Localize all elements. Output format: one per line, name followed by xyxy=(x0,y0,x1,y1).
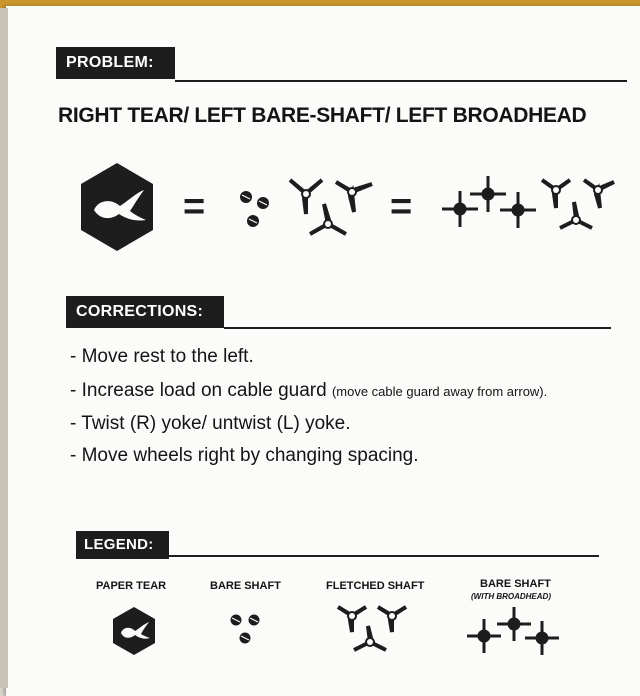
correction-item-1: - Move rest to the left. xyxy=(70,346,254,367)
legend-fletched-shaft-icon xyxy=(334,602,412,658)
legend-rule xyxy=(169,555,599,557)
paper-tear-icon xyxy=(78,160,156,254)
fletched-shaft-icon-2 xyxy=(538,174,618,236)
problem-title: RIGHT TEAR/ LEFT BARE-SHAFT/ LEFT BROADHEAD xyxy=(58,104,587,127)
correction-item-2: - Increase load on cable guard (move cable guard away from arrow). xyxy=(70,380,548,401)
legend-label-paper-tear: PAPER TEAR xyxy=(96,580,167,592)
correction-note: (move cable guard away from arrow). xyxy=(331,384,548,399)
legend-label-bare-shaft: BARE SHAFT xyxy=(210,580,281,592)
legend-label-fletched-shaft: FLETCHED SHAFT xyxy=(326,580,425,592)
legend-paper-tear-icon xyxy=(111,606,157,656)
fletched-shaft-icon xyxy=(286,174,378,242)
corrections-header: CORRECTIONS: xyxy=(66,296,224,328)
corrections-rule xyxy=(224,327,611,329)
broadhead-icon xyxy=(440,174,540,236)
problem-rule xyxy=(175,80,627,82)
equals-sign-2: = xyxy=(390,186,413,228)
legend-header: LEGEND: xyxy=(76,531,169,559)
legend-bare-shaft-icon xyxy=(228,610,264,650)
legend-broadhead-icon xyxy=(464,606,562,662)
legend-label-broadhead: BARE SHAFT xyxy=(480,578,551,590)
correction-item-4: - Move wheels right by changing spacing. xyxy=(70,445,419,466)
correction-item-3: - Twist (R) yoke/ untwist (L) yoke. xyxy=(70,413,351,434)
equals-sign: = xyxy=(183,186,206,228)
bare-shaft-icon xyxy=(236,186,272,232)
board-left-edge xyxy=(0,8,8,688)
problem-header: PROBLEM: xyxy=(56,47,175,79)
legend-sublabel-broadhead: (WITH BROADHEAD) xyxy=(471,592,551,601)
